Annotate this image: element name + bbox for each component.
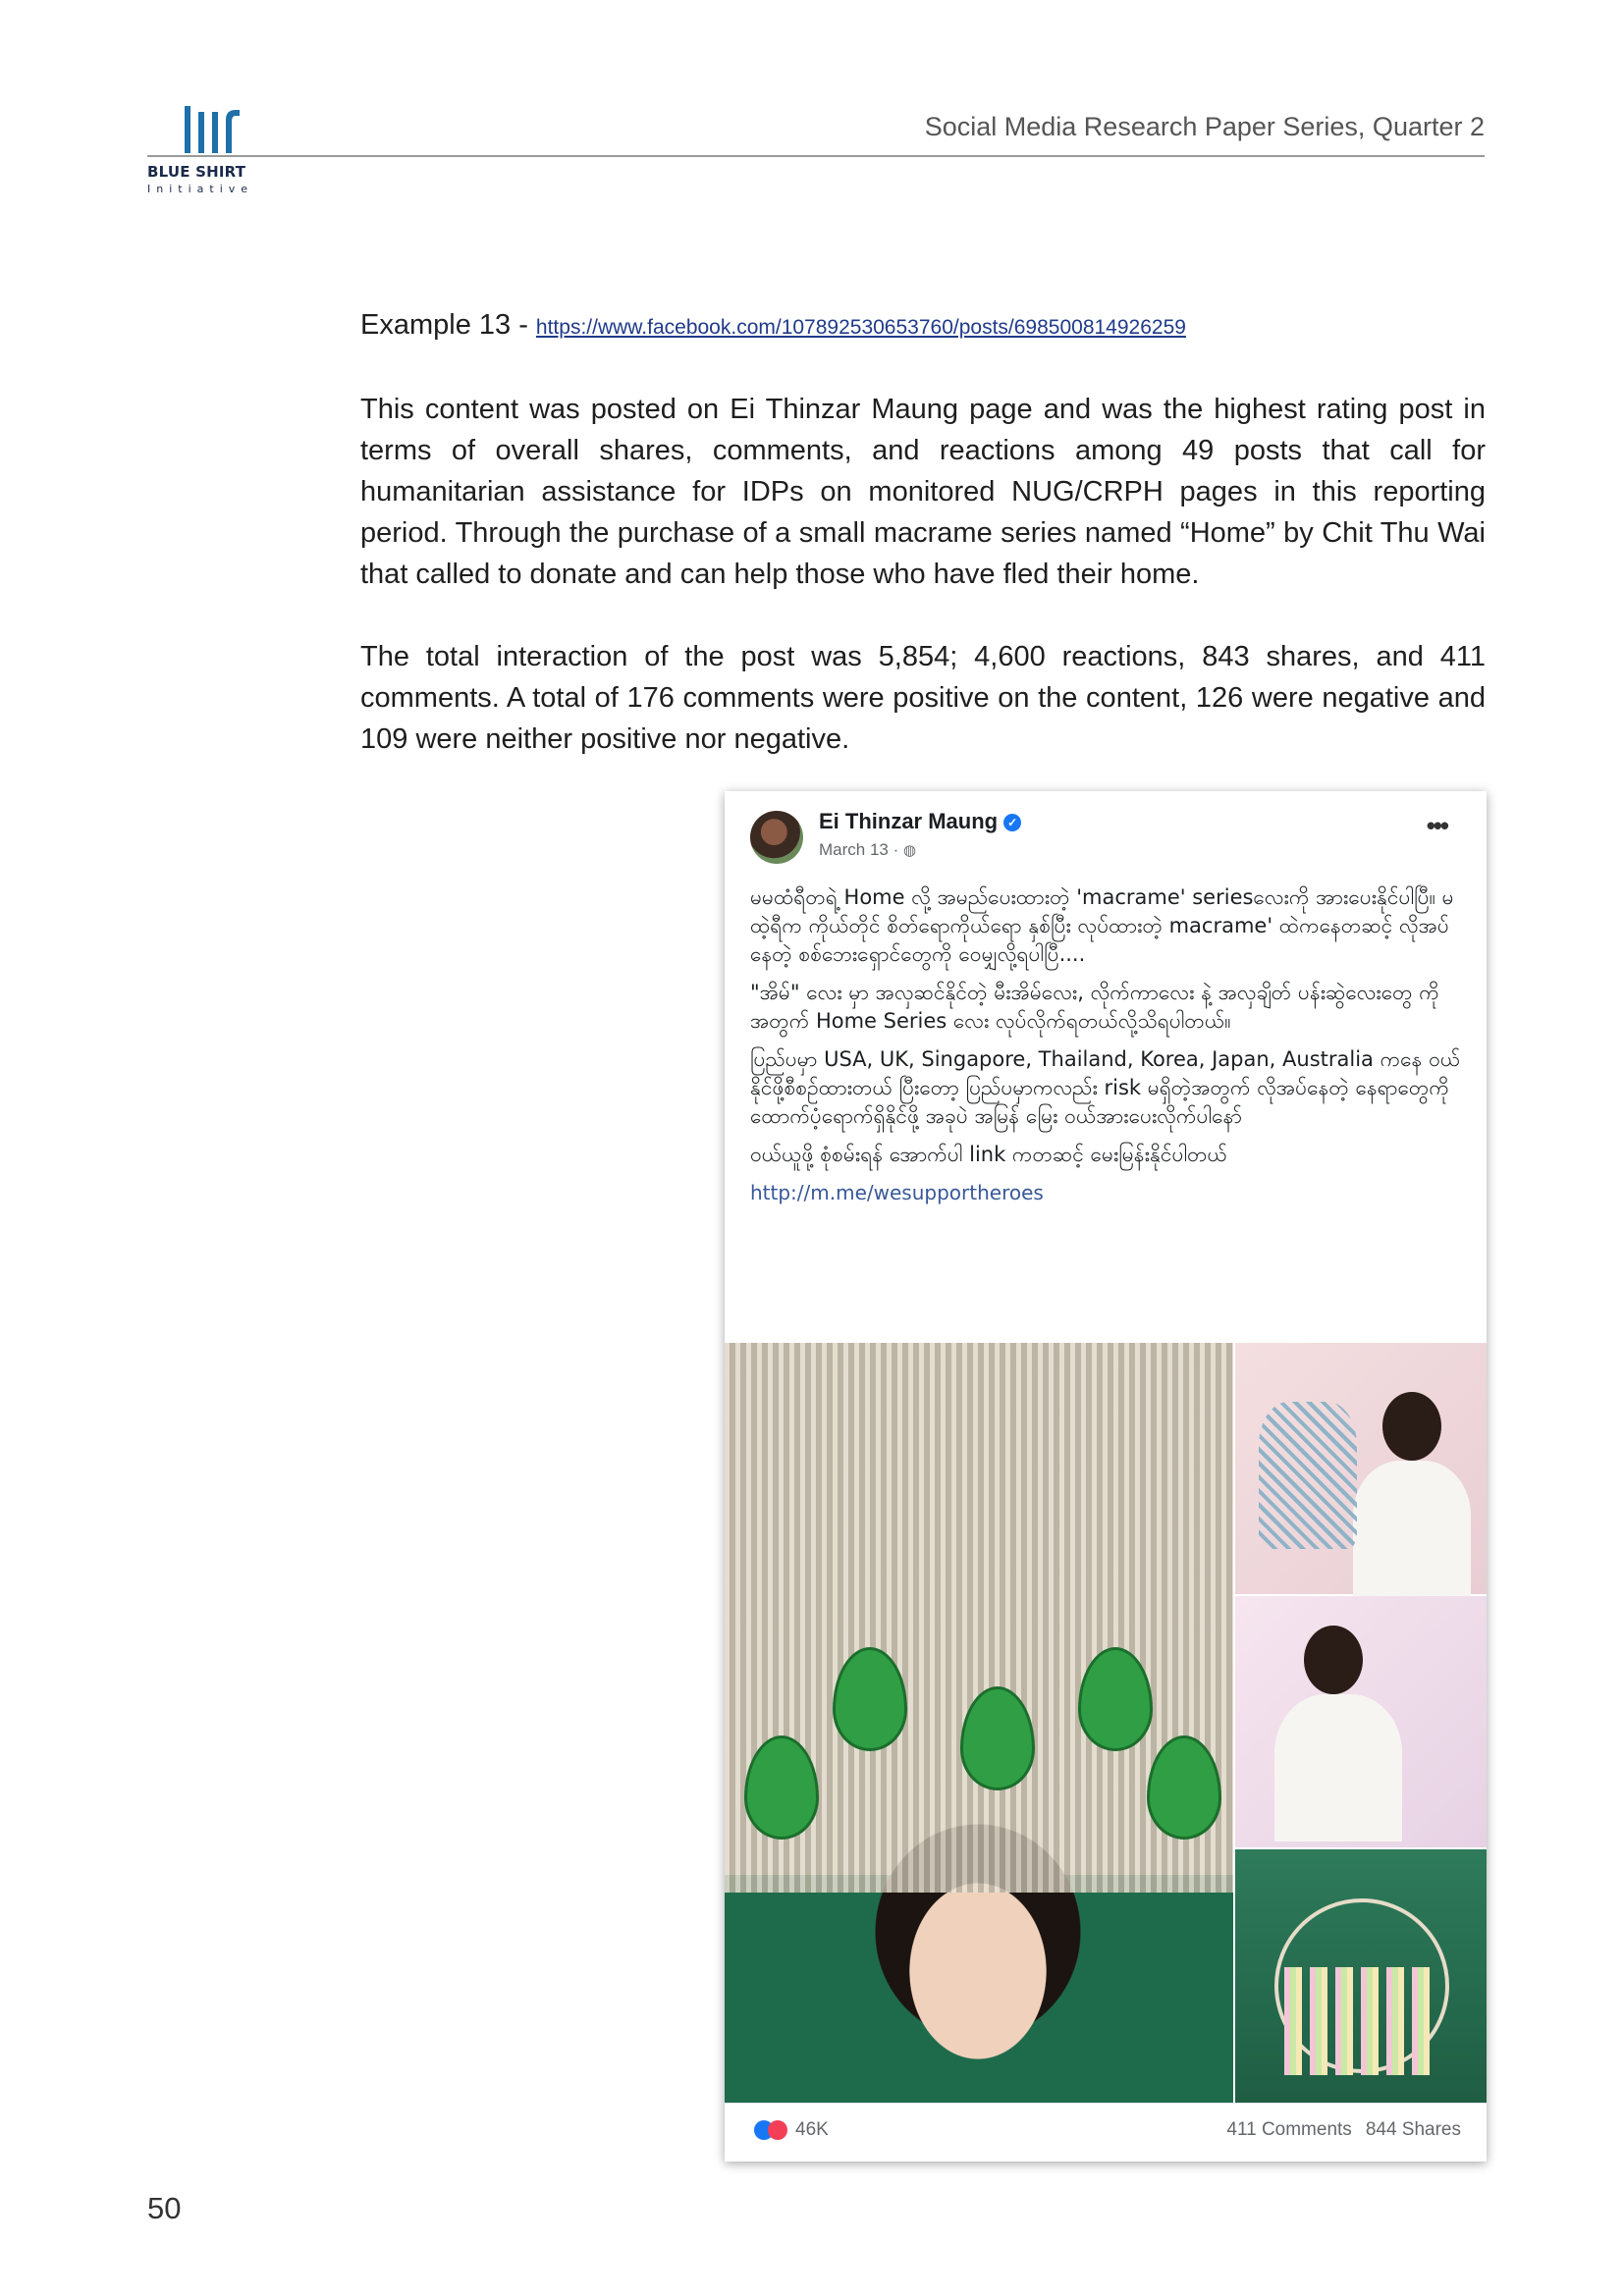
- tassels-decoration: [1284, 1967, 1432, 2075]
- post-date-text: March 13 ·: [819, 840, 899, 859]
- globe-icon: ◍: [902, 842, 917, 859]
- avatar: [750, 811, 803, 864]
- person-figure: [1382, 1392, 1441, 1461]
- verified-badge-icon: ✓: [1003, 814, 1021, 831]
- macrame-photo-hanging: [1235, 1849, 1487, 2103]
- post-footer: [725, 2103, 1487, 2162]
- post-text-1: မမထံရီတရဲ့ Home လို့ အမည်ပေးထားတဲ့ 'macrame' seriesလေးကို အားပေးနိုင်ပါပြီ။ မထဲ့ရီက ကိုယ်တိုင် စိတ်ရောကိုယ်ရော နှစ်ပြီး လုပ်ထားတဲ့ macrame' ထဲကနေတဆင့် လိုအပ်နေတဲ့ စစ်ဘေးရှောင်တွေကို ဝေမျှလို့ရပါပြီ....: [750, 885, 1454, 966]
- body-paragraph-1: This content was posted on Ei Thinzar Maung page and was the highest rating post in terms of overall shares, comments, and reactions among 49 posts that call for humanitarian assistance for IDPs on monitored NUG/CRPH pages in this reporting period. Through the purchase of a small macrame series named “Home” by Chit Thu Wai that called to donate and can help those who have fled their home.: [360, 394, 1486, 590]
- person-figure: [1304, 1626, 1363, 1694]
- leaf-decoration: [1078, 1647, 1153, 1751]
- leaf-decoration: [960, 1686, 1035, 1790]
- post-photos: [725, 1343, 1487, 2103]
- post-author-name: Ei Thinzar Maung: [819, 809, 999, 833]
- person-figure: [1274, 1694, 1402, 1842]
- leaf-decoration: [833, 1647, 907, 1751]
- more-options-icon: •••: [1426, 811, 1447, 840]
- reaction-summary: [754, 2119, 829, 2141]
- running-header: Social Media Research Paper Series, Quarter 2: [924, 112, 1485, 141]
- post-text-3: ပြည်ပမှာ USA, UK, Singapore, Thailand, Korea, Japan, Australia ကနေ ဝယ်နိုင်ဖို့စီစဉ်ထားတယ် ပြီးတော့ ပြည်ပမှာကလည်း risk မရှိတဲ့အတွက် လိုအပ်နေတဲ့ နေရာတွေကို ထောက်ပံ့ရောက်ရှိနိုင်ဖို့ အခုပဲ အမြန် မြေး ဝယ်အားပေးလိုက်ပါနော်: [750, 1047, 1461, 1128]
- facebook-post-screenshot: [725, 791, 1487, 2162]
- engagement-counts: [1226, 2119, 1461, 2141]
- post-author: [819, 809, 1021, 834]
- post-text-4: ဝယ်ယူဖို့ စုံစမ်းရန် အောက်ပါ link ကတဆင့် မေးမြန်းနိုင်ပါတယ်: [750, 1143, 1227, 1166]
- person-figure: [1353, 1461, 1471, 1598]
- post-header: [725, 791, 1487, 870]
- post-text-2: "အိမ်" လေး မှာ အလှဆင်နိုင်တဲ့ မီးအိမ်လေး, လိုက်ကာလေး နဲ့ အလှချိတ် ပန်းဆွဲလေးတွေ ကိုအတွက် Home Series လေး လုပ်လိုက်ရတယ်လို့သိရပါတယ်။: [750, 981, 1439, 1033]
- macrame-photo-curtain: [1235, 1596, 1487, 1847]
- logo-name: BLUE SHIRT: [147, 163, 246, 181]
- macrame-photo-lantern: [1235, 1343, 1487, 1594]
- blue-shirt-logo: [147, 106, 277, 195]
- page-number: 50: [147, 2191, 182, 2225]
- comments-count: 411 Comments: [1226, 2119, 1352, 2140]
- reaction-count: 46K: [795, 2119, 829, 2140]
- post-link: http://m.me/wesupportheroes: [750, 1181, 1044, 1204]
- example-link[interactable]: https://www.facebook.com/107892530653760/posts/698500814926259: [535, 316, 1186, 339]
- shares-count: 844 Shares: [1365, 2119, 1461, 2140]
- logo-tagline: Initiative: [147, 183, 254, 195]
- love-icon: [768, 2120, 787, 2140]
- macrame-photo-main: [725, 1343, 1233, 2103]
- example-heading: [360, 309, 1186, 342]
- logo-bars-icon: [185, 106, 240, 153]
- example-label: Example 13 -: [360, 309, 536, 341]
- header-rule: [147, 155, 1485, 157]
- leaf-decoration: [744, 1735, 819, 1840]
- post-date: [819, 840, 916, 860]
- body-paragraph-2: The total interaction of the post was 5,854; 4,600 reactions, 843 shares, and 411 comments. A total of 176 comments were positive on the content, 126 were negative and 109 were neither positive nor negative.: [360, 641, 1486, 755]
- post-body: [725, 870, 1487, 1207]
- lantern-decoration: [1259, 1402, 1357, 1549]
- leaf-decoration: [1147, 1735, 1221, 1840]
